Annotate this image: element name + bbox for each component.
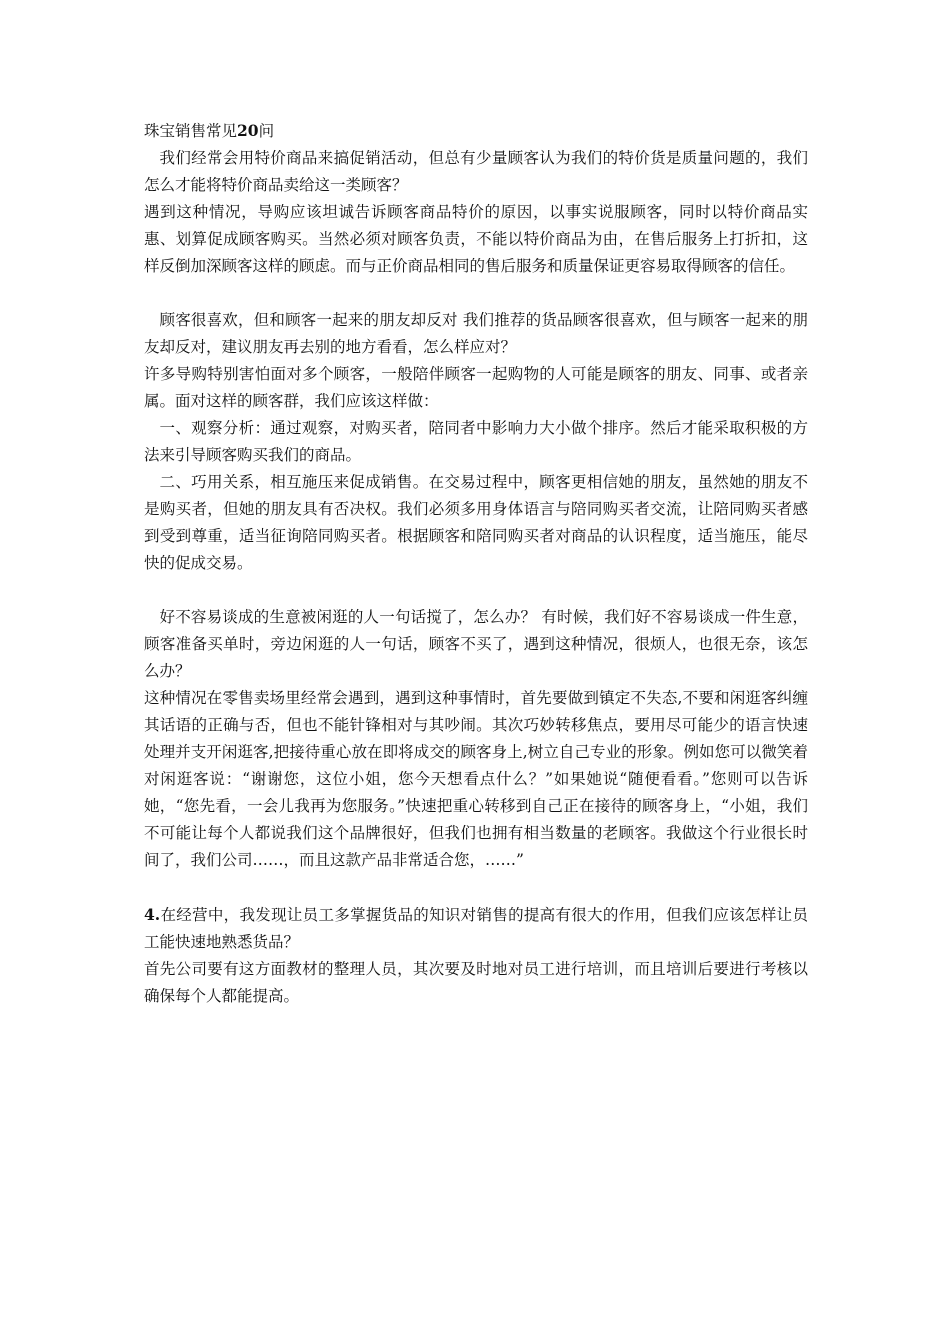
section-2-answer: 许多导购特别害怕面对多个顾客，一般陪伴顾客一起购物的人可能是顾客的朋友、同事、或者亲属。面对这样的顾客群，我们应该这样做： bbox=[144, 365, 808, 410]
spacer bbox=[144, 577, 808, 604]
document-title bbox=[144, 117, 808, 145]
section-4-question-text: 在经营中，我发现让员工多掌握货品的知识对销售的提高有很大的作用，但我们应该怎样让员工能快速地熟悉货品？ bbox=[144, 906, 808, 951]
section-2-point-1: 一、观察分析：通过观察，对购买者，陪同者中影响力大小做个排序。然后才能采取积极的方法来引导顾客购买我们的商品。 bbox=[144, 419, 808, 464]
section-1-question: 我们经常会用特价商品来搞促销活动，但总有少量顾客认为我们的特价货是质量问题的，我们怎么才能将特价商品卖给这一类顾客？ bbox=[144, 149, 808, 194]
section-3-answer: 这种情况在零售卖场里经常会遇到，遇到这种事情时，首先要做到镇定不失态,不要和闲逛客纠缠其话语的正确与否，但也不能针锋相对与其吵闹。其次巧妙转移焦点，要用尽可能少的语言快速处理并支开闲逛客,把接待重心放在即将成交的顾客身上,树立自己专业的形象。例如您可以微笑着对闲逛客说：“谢谢您，这位小姐，您今天想看点什么？”如果她说“随便看看。”您则可以告诉她，“您先看，一会儿我再为您服务。”快速把重心转移到自己正在接待的顾客身上，“小姐，我们不可能让每个人都说我们这个品牌很好，但我们也拥有相当数量的老顾客。我做这个行业很长时间了，我们公司……，而且这款产品非常适合您，……” bbox=[144, 689, 808, 869]
section-3-question: 好不容易谈成的生意被闲逛的人一句话搅了，怎么办？ 有时候，我们好不容易谈成一件生意，顾客准备买单时，旁边闲逛的人一句话，顾客不买了，遇到这种情况，很烦人，也很无奈，该怎么办？ bbox=[144, 608, 808, 680]
section-2-point-2: 二、巧用关系，相互施压来促成销售。在交易过程中，顾客更相信她的朋友，虽然她的朋友不是购买者，但她的朋友具有否决权。我们必须多用身体语言与陪同购买者交流，让陪同购买者感到受到尊重，适当征询陪同购买者。根据顾客和陪同购买者对商品的认识程度，适当施压，能尽快的促成交易。 bbox=[144, 473, 808, 572]
section-4-question bbox=[144, 901, 808, 956]
section-4-number: 4. bbox=[144, 905, 161, 924]
section-1-answer: 遇到这种情况，导购应该坦诚告诉顾客商品特价的原因，以事实说服顾客，同时以特价商品实惠、划算促成顾客购买。当然必须对顾客负责，不能以特价商品为由，在售后服务上打折扣，这样反倒加深顾客这样的顾虑。而与正价商品相同的售后服务和质量保证更容易取得顾客的信任。 bbox=[144, 203, 808, 275]
spacer bbox=[144, 874, 808, 901]
title-text: 珠宝销售常见 bbox=[144, 122, 238, 140]
title-number: 20 bbox=[237, 121, 259, 140]
title-suffix: 问 bbox=[258, 122, 275, 140]
section-2-question: 顾客很喜欢，但和顾客一起来的朋友却反对 我们推荐的货品顾客很喜欢，但与顾客一起来的朋友却反对，建议朋友再去别的地方看看，怎么样应对？ bbox=[144, 311, 808, 356]
spacer bbox=[144, 280, 808, 307]
section-4-answer: 首先公司要有这方面教材的整理人员，其次要及时地对员工进行培训，而且培训后要进行考核以确保每个人都能提高。 bbox=[144, 960, 808, 1005]
document-body bbox=[144, 117, 808, 1010]
